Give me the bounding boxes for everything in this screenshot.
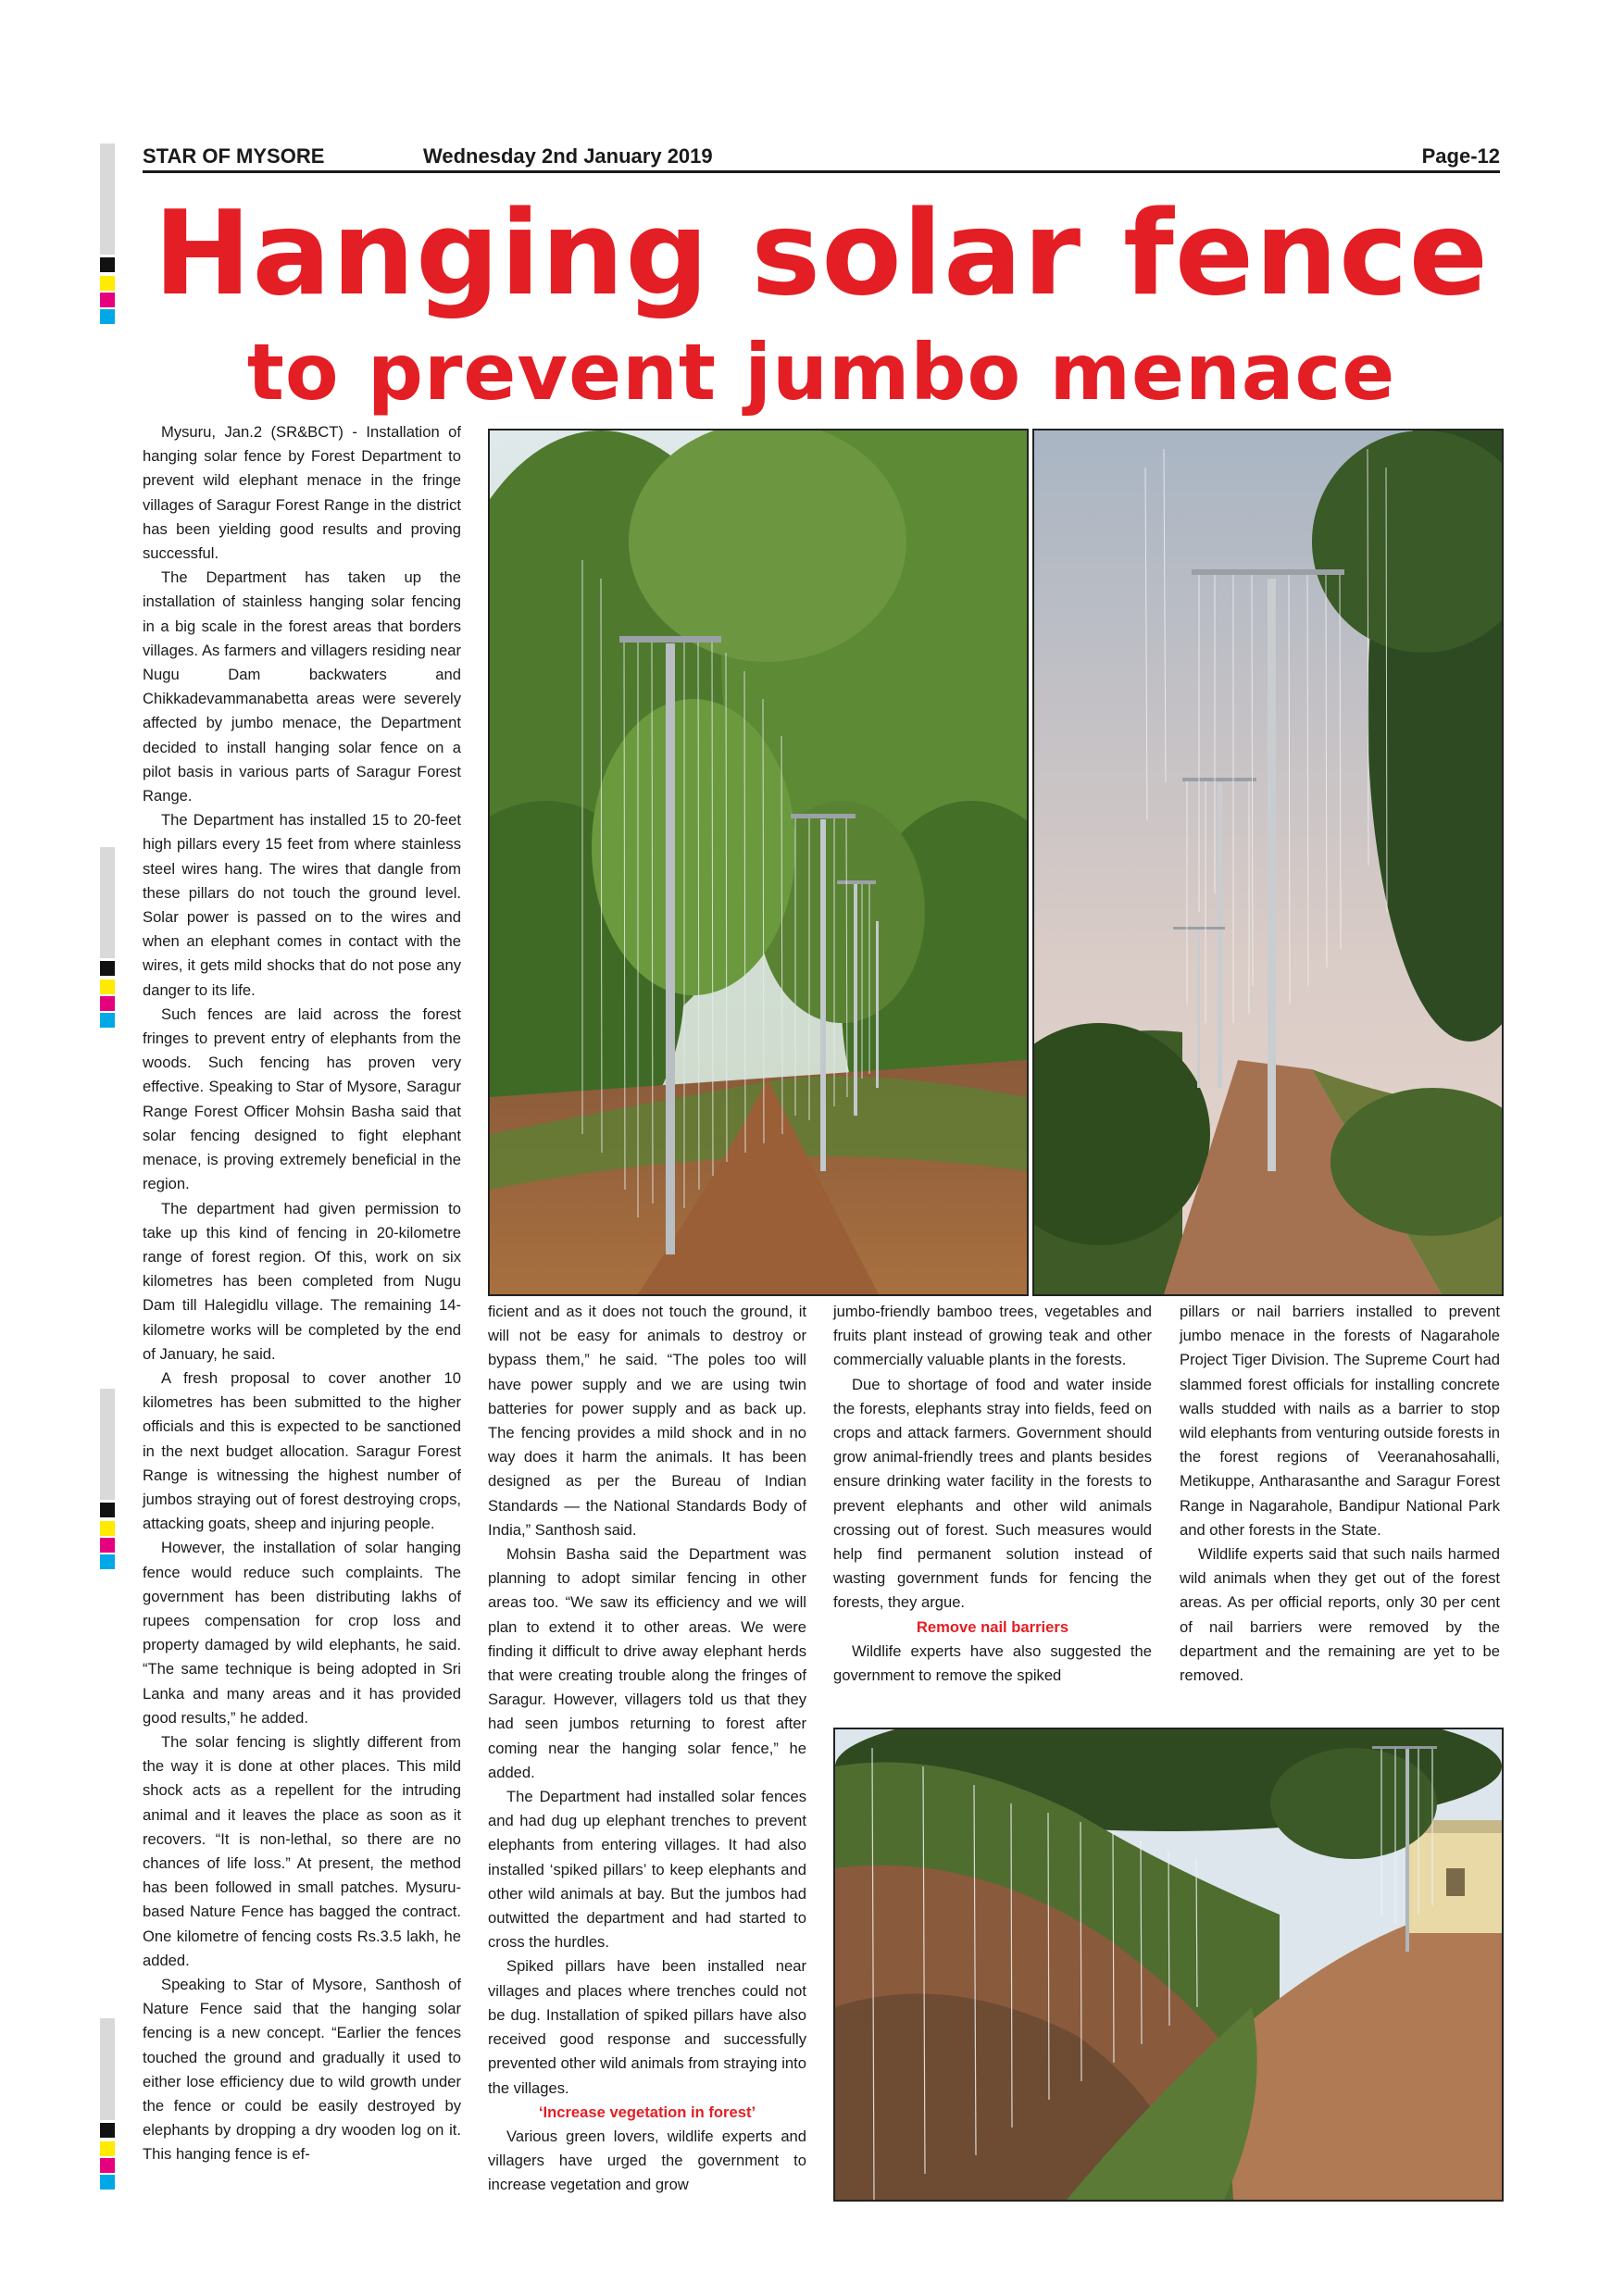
paragraph: A fresh proposal to cover another 10 kilometres has been submitted to the higher officials and this is expected to be sanctioned in the next budget allocation. Saragur Forest Range is witnessing the highest number of jumbos straying out of forest destroying crops, attacking goats, sheep and injuring people. — [143, 1368, 461, 1533]
article-column-4 — [1180, 1300, 1500, 1688]
masthead-rule — [143, 170, 1500, 173]
photo-fence-hill-image — [1034, 430, 1502, 1294]
swatch-magenta — [100, 996, 115, 1011]
paragraph: However, the installation of solar hanging fence would reduce such complaints. The government has been distributing lakhs of rupees compensation for crop loss and property damaged by wild elephants, he said. “The same technique is being adopted in Sri Lanka and many areas and it has provided good results,” he added. — [143, 1539, 461, 1727]
paragraph: The department had given permission to take up this kind of fencing in 20-kilometre range of forest region. Of this, work on six kilometres has been completed from Nugu Dam till Halegidlu village. The remaining 14-kilometre works will be completed by the end of January, he said. — [143, 1199, 461, 1363]
paragraph: Wildlife experts have also suggested the government to remove the spiked — [833, 1641, 1152, 1685]
paragraph: ficient and as it does not touch the ground, it will not be easy for animals to destroy or bypass them,” he said. “The poles too will have power supply and we are using twin batteries for power supply and as back up. The fencing provides a mild shock and in no way does it harm the animals. It has been designed as per the Bureau of Indian Standards — the National Standards Body of India,” Santhosh said. — [488, 1303, 806, 1539]
paragraph: Wildlife experts said that such nails harmed wild animals when they get out of the forest areas. As per official reports, only 30 per cent of nail barriers were removed by the department and the remaining are yet to be removed. — [1180, 1545, 1500, 1685]
photo-trench-fence — [833, 1728, 1504, 2202]
paragraph: Such fences are laid across the forest fringes to prevent entry of elephants from the woods. Such fencing has proven very effective. Speaking to Star of Mysore, Saragur Range Forest Officer Mohsin Basha said that solar fencing designed to fight elephant menace, is proving extremely beneficial in the region. — [143, 1004, 461, 1193]
paragraph: The solar fencing is slightly different from the way it is done at other places. This mild shock acts as a repellent for the intruding animal and it leaves the place as soon as it recovers. “It is non-lethal, so there are no chances of life loss.” At present, the method has been followed in small patches. Mysuru-based Nature Fence has bagged the contract. One kilometre of fencing costs Rs.3.5 lakh, he added. — [143, 1732, 461, 1969]
swatch-cyan — [100, 1013, 115, 1028]
swatch-magenta — [100, 2158, 115, 2173]
paper-name: STAR OF MYSORE — [143, 144, 325, 168]
paragraph: The Department has taken up the installation of stainless hanging solar fencing in a big scale in the forest areas that borders villages. As farmers and villagers residing near Nugu Dam backwaters and Chikkadevammanabetta areas were severely affected by jumbo menace, the Department decided to install hanging solar fence on a pilot basis in various parts of Saragur Forest Range. — [143, 568, 461, 805]
swatch-cyan — [100, 2175, 115, 2190]
registration-bar — [100, 1389, 115, 1500]
masthead — [143, 139, 1500, 172]
swatch-cyan — [100, 309, 115, 324]
registration-bar — [100, 2018, 115, 2120]
issue-date: Wednesday 2nd January 2019 — [423, 144, 713, 168]
registration-bar — [100, 144, 115, 255]
paragraph: Various green lovers, wildlife experts and villagers have urged the government to increase vegetation and grow — [488, 2127, 806, 2194]
swatch-black — [100, 1503, 115, 1517]
headline-sub: to prevent jumbo menace — [246, 327, 1396, 418]
paragraph: Speaking to Star of Mysore, Santhosh of Nature Fence said that the hanging solar fencing is a new concept. “Earlier the fences touched the ground and gradually it used to either lose efficiency due to wild growth under the fence or could be easily destroyed by elephants by dropping a dry wooden log on it. This hanging fence is ef- — [143, 1976, 461, 2164]
subheading-nail-barriers: Remove nail barriers — [916, 1617, 1069, 1636]
swatch-black — [100, 2123, 115, 2138]
paragraph: jumbo-friendly bamboo trees, vegetables and fruits plant instead of growing teak and other commercially valuable plants in the forests. — [833, 1303, 1152, 1369]
photo-fence-hill — [1032, 429, 1504, 1296]
swatch-black — [100, 961, 115, 976]
registration-bar — [100, 847, 115, 958]
article-column-1 — [143, 420, 461, 2167]
paragraph: The Department had installed solar fences and had dug up elephant trenches to prevent elephants from entering villages. It had also installed ‘spiked pillars’ to keep elephants and other wild animals at bay. But the jumbos had outwitted the department and had started to cross the hurdles. — [488, 1788, 806, 1952]
subheading-vegetation: ‘Increase vegetation in forest’ — [538, 2103, 756, 2121]
swatch-yellow — [100, 980, 115, 994]
swatch-yellow — [100, 2141, 115, 2156]
paragraph: Due to shortage of food and water inside the forests, elephants stray into fields, feed on crops and attack farmers. Government should grow animal-friendly trees and plants besides ensure drinking water facility in the forests to prevent elephants and other wild animals crossing out of forest. Such measures would help find permanent solution instead of wasting government funds for fencing the forests, they argue. — [833, 1375, 1152, 1612]
headline-main: Hanging solar fence — [153, 185, 1490, 321]
article-column-3 — [833, 1300, 1152, 1688]
swatch-cyan — [100, 1554, 115, 1569]
swatch-magenta — [100, 293, 115, 307]
swatch-black — [100, 257, 115, 272]
paragraph: Mysuru, Jan.2 (SR&BCT) - Installation of hanging solar fence by Forest Department to prevent wild elephant menace in the fringe villages of Saragur Forest Range in the district has been yielding good results and proving successful. — [143, 423, 461, 563]
swatch-yellow — [100, 1521, 115, 1536]
swatch-yellow — [100, 276, 115, 291]
paragraph: Mohsin Basha said the Department was planning to adopt similar fencing in other areas too. “We saw its efficiency and we will plan to extend it to other areas. We were finding it difficult to drive away elephant herds that were creating trouble along the fringes of Saragur. However, villagers told us that they had seen jumbos returning to forest after coming near the hanging solar fence,” he added. — [488, 1545, 806, 1781]
paragraph: The Department has installed 15 to 20-feet high pillars every 15 feet from where stainless steel wires hang. The wires that dangle from these pillars do not touch the ground level. Solar power is passed on to the wires and when an elephant comes in contact with the wires, it gets mild shocks that do not pose any danger to its life. — [143, 811, 461, 999]
photo-fence-forest-image — [490, 430, 1027, 1294]
photo-fence-forest — [488, 429, 1029, 1296]
swatch-magenta — [100, 1538, 115, 1553]
photo-trench-fence-image — [835, 1729, 1502, 2200]
article-column-2 — [488, 1300, 806, 2198]
page-number: Page-12 — [1421, 144, 1500, 168]
paragraph: pillars or nail barriers installed to prevent jumbo menace in the forests of Nagarahole Project Tiger Division. The Supreme Court had slammed forest officials for installing concrete walls studded with nails as a barrier to stop wild elephants from venturing outside forests in the forest regions of Veeranahosahalli, Metikuppe, Antharasanthe and Saragur Forest Range in Nagarahole, Bandipur National Park and other forests in the State. — [1180, 1303, 1500, 1539]
paragraph: Spiked pillars have been installed near villages and places where trenches could not be dug. Installation of spiked pillars have also received good response and successfully prevented other wild animals from straying into the villages. — [488, 1957, 806, 2097]
